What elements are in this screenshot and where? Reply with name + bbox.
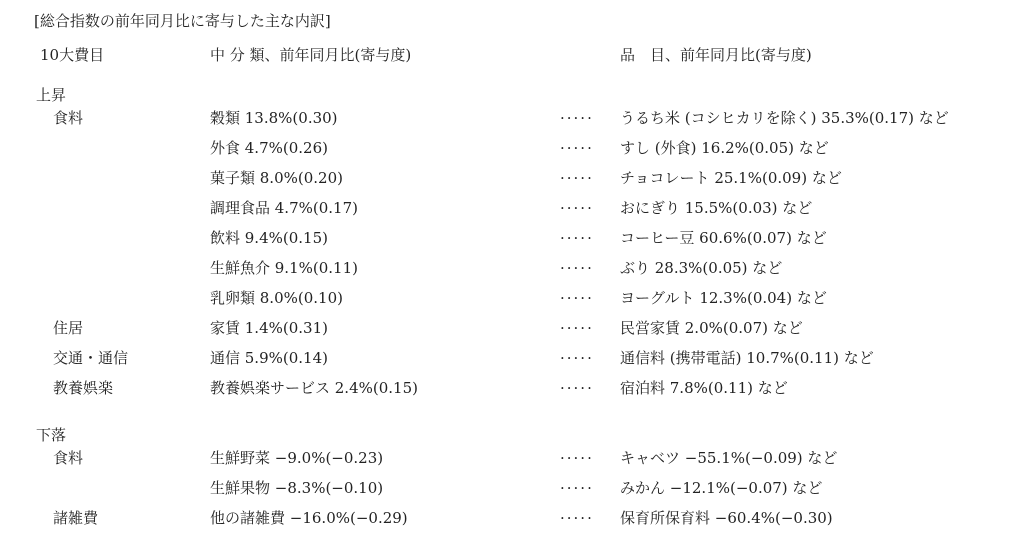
leader-dots: ····· xyxy=(560,349,594,367)
leader-dots: ····· xyxy=(560,319,594,337)
item-value: 民営家賃 2.0%(0.07) など xyxy=(620,319,803,337)
leader-dots: ····· xyxy=(560,509,594,527)
category-label: 住居 xyxy=(53,319,84,337)
leader-dots: ····· xyxy=(560,199,594,217)
category-label: 諸雑費 xyxy=(53,509,99,527)
item-value: 通信料 (携帯電話) 10.7%(0.11) など xyxy=(620,349,874,367)
item-value: おにぎり 15.5%(0.03) など xyxy=(620,199,813,217)
middle-class-value: 生鮮野菜 −9.0%(−0.23) xyxy=(210,449,384,467)
middle-class-value: 他の諸雑費 −16.0%(−0.29) xyxy=(210,509,408,527)
middle-class-value: 生鮮魚介 9.1%(0.11) xyxy=(210,259,358,277)
section-label: 上昇 xyxy=(36,86,67,104)
middle-class-value: 家賃 1.4%(0.31) xyxy=(210,319,328,337)
item-value: すし (外食) 16.2%(0.05) など xyxy=(620,139,829,157)
category-label: 交通・通信 xyxy=(53,349,129,367)
category-label: 食料 xyxy=(53,449,84,467)
category-label: 教養娯楽 xyxy=(53,379,114,397)
item-value: ヨーグルト 12.3%(0.04) など xyxy=(620,289,827,307)
middle-class-value: 調理食品 4.7%(0.17) xyxy=(210,199,358,217)
leader-dots: ····· xyxy=(560,169,594,187)
item-value: コーヒー豆 60.6%(0.07) など xyxy=(620,229,827,247)
header-middle-class: 中 分 類、前年同月比(寄与度) xyxy=(210,46,412,64)
item-value: ぶり 28.3%(0.05) など xyxy=(620,259,783,277)
leader-dots: ····· xyxy=(560,479,594,497)
section-label: 下落 xyxy=(36,426,67,444)
middle-class-value: 外食 4.7%(0.26) xyxy=(210,139,328,157)
leader-dots: ····· xyxy=(560,109,594,127)
leader-dots: ····· xyxy=(560,139,594,157)
item-value: うるち米 (コシヒカリを除く) 35.3%(0.17) など xyxy=(620,109,949,127)
middle-class-value: 乳卵類 8.0%(0.10) xyxy=(210,289,343,307)
leader-dots: ····· xyxy=(560,229,594,247)
item-value: チョコレート 25.1%(0.09) など xyxy=(620,169,842,187)
header-category: 10大費目 xyxy=(40,46,105,64)
middle-class-value: 通信 5.9%(0.14) xyxy=(210,349,328,367)
middle-class-value: 生鮮果物 −8.3%(−0.10) xyxy=(210,479,384,497)
middle-class-value: 教養娯楽サービス 2.4%(0.15) xyxy=(210,379,418,397)
middle-class-value: 菓子類 8.0%(0.20) xyxy=(210,169,343,187)
header-item: 品 目、前年同月比(寄与度) xyxy=(620,46,812,64)
leader-dots: ····· xyxy=(560,259,594,277)
middle-class-value: 穀類 13.8%(0.30) xyxy=(210,109,338,127)
leader-dots: ····· xyxy=(560,379,594,397)
document-title: [総合指数の前年同月比に寄与した主な内訳] xyxy=(34,12,331,30)
leader-dots: ····· xyxy=(560,449,594,467)
item-value: 宿泊料 7.8%(0.11) など xyxy=(620,379,788,397)
category-label: 食料 xyxy=(53,109,84,127)
item-value: キャベツ −55.1%(−0.09) など xyxy=(620,449,838,467)
leader-dots: ····· xyxy=(560,289,594,307)
item-value: みかん −12.1%(−0.07) など xyxy=(620,479,823,497)
middle-class-value: 飲料 9.4%(0.15) xyxy=(210,229,328,247)
item-value: 保育所保育料 −60.4%(−0.30) xyxy=(620,509,833,527)
